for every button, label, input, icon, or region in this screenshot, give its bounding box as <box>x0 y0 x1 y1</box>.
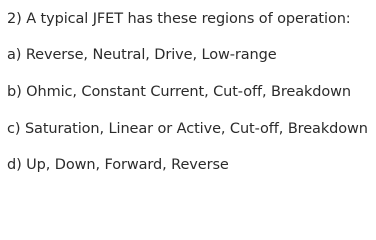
question-text: 2) A typical JFET has these regions of operation: <box>7 11 351 27</box>
option-d[interactable]: d) Up, Down, Forward, Reverse <box>7 157 229 173</box>
option-b[interactable]: b) Ohmic, Constant Current, Cut-off, Breakdown <box>7 84 352 100</box>
option-c[interactable]: c) Saturation, Linear or Active, Cut-off, Breakdown <box>7 121 368 137</box>
option-a[interactable]: a) Reverse, Neutral, Drive, Low-range <box>7 47 277 63</box>
